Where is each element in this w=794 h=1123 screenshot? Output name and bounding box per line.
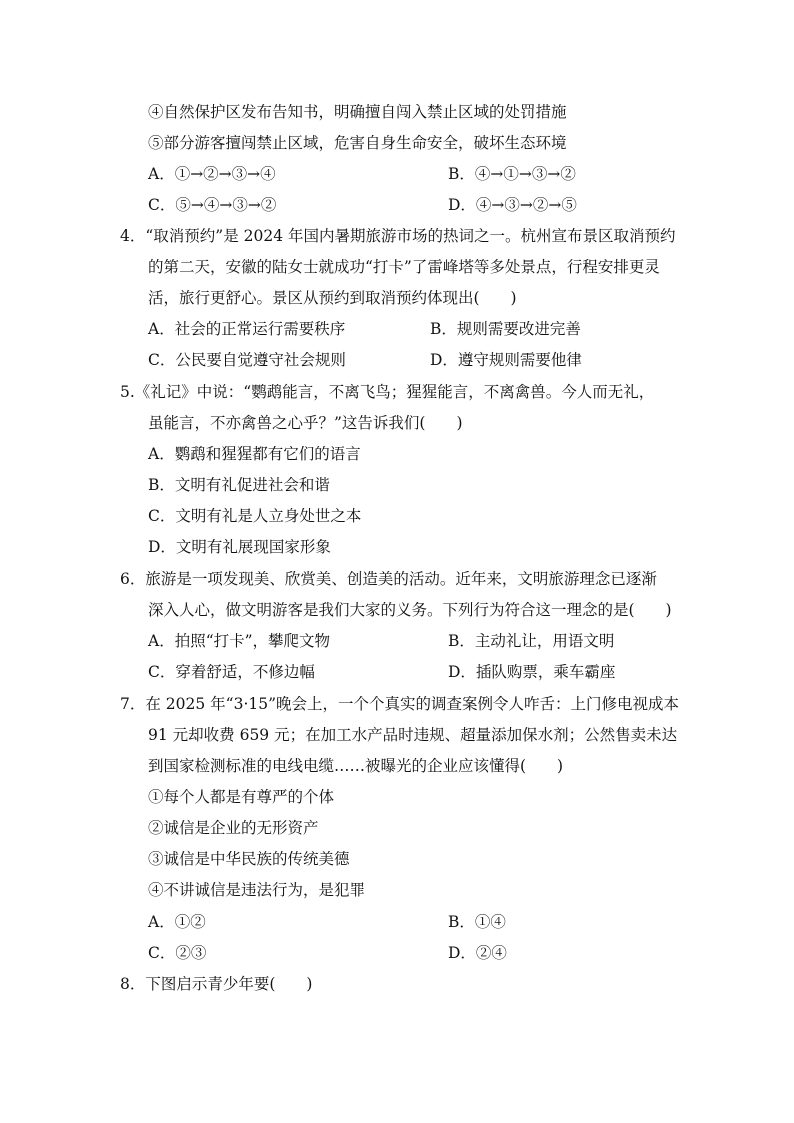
- q8-stem-line-1: 8．下图启示青少年要( ): [120, 975, 313, 993]
- q7-statement-3: ③诚信是中华民族的传统美德: [148, 850, 350, 868]
- q6-stem-line-2: 深入人心，做文明游客是我们大家的义务。下列行为符合这一理念的是( ): [148, 601, 672, 619]
- q3-option-a: A．①→②→③→④: [148, 165, 276, 183]
- q6-option-a: A．拍照“打卡”，攀爬文物: [148, 632, 331, 650]
- q7-option-b: B．①④: [448, 913, 506, 931]
- q7-statement-4: ④不讲诚信是违法行为，是犯罪: [148, 881, 366, 899]
- q5-option-d: D．文明有礼展现国家形象: [148, 538, 331, 556]
- q6-option-d: D．插队购票，乘车霸座: [448, 663, 616, 681]
- q3-option-c: C．⑤→④→③→②: [148, 196, 277, 214]
- q7-statement-2: ②诚信是企业的无形资产: [148, 819, 319, 837]
- q6-option-b: B．主动礼让，用语文明: [448, 632, 615, 650]
- statement-4: ④自然保护区发布告知书，明确擅自闯入禁止区域的处罚措施: [148, 103, 567, 121]
- q4-stem-line-3: 活，旅行更舒心。景区从预约到取消预约体现出( ): [148, 289, 517, 307]
- q4-option-a: A．社会的正常运行需要秩序: [148, 320, 346, 338]
- q4-stem-line-1: 4．“取消预约”是 2024 年国内暑期旅游市场的热词之一。杭州宣布景区取消预约: [120, 227, 676, 245]
- q7-option-c: C．②③: [148, 944, 207, 962]
- statement-5: ⑤部分游客擅闯禁止区域，危害自身生命安全，破坏生态环境: [148, 134, 567, 152]
- q7-option-a: A．①②: [148, 913, 206, 931]
- q4-option-b: B．规则需要改进完善: [430, 320, 581, 338]
- q6-option-c: C．穿着舒适，不修边幅: [148, 663, 315, 681]
- q3-option-d: D．④→③→②→⑤: [448, 196, 577, 214]
- q7-option-d: D．②④: [448, 944, 507, 962]
- q4-stem-line-2: 的第二天，安徽的陆女士就成功“打卡”了雷峰塔等多处景点，行程安排更灵: [148, 258, 660, 276]
- q6-stem-line-1: 6．旅游是一项发现美、欣赏美、创造美的活动。近年来，文明旅游理念已逐渐: [120, 570, 657, 588]
- q5-stem-line-1: 5.《礼记》中说：“鹦鹉能言，不离飞鸟；猩猩能言，不离禽兽。今人而无礼，: [120, 383, 655, 401]
- q5-stem-line-2: 虽能言，不亦禽兽之心乎？”这告诉我们( ): [148, 414, 463, 432]
- q7-stem-line-3: 到国家检测标准的电线电缆……被曝光的企业应该懂得( ): [148, 757, 564, 775]
- q5-option-b: B．文明有礼促进社会和谐: [148, 476, 330, 494]
- q5-option-a: A．鹦鹉和猩猩都有它们的语言: [148, 445, 361, 463]
- q4-option-d: D．遵守规则需要他律: [430, 351, 582, 369]
- q4-option-c: C．公民要自觉遵守社会规则: [148, 351, 346, 369]
- q3-option-b: B．④→①→③→②: [448, 165, 576, 183]
- q7-stem-line-1: 7．在 2025 年“3·15”晚会上，一个个真实的调查案例令人咋舌：上门修电视成本: [120, 695, 680, 713]
- q7-statement-1: ①每个人都是有尊严的个体: [148, 788, 335, 806]
- q5-option-c: C．文明有礼是人立身处世之本: [148, 507, 362, 525]
- q7-stem-line-2: 91 元却收费 659 元；在加工水产品时违规、超量添加保水剂；公然售卖未达: [148, 726, 678, 744]
